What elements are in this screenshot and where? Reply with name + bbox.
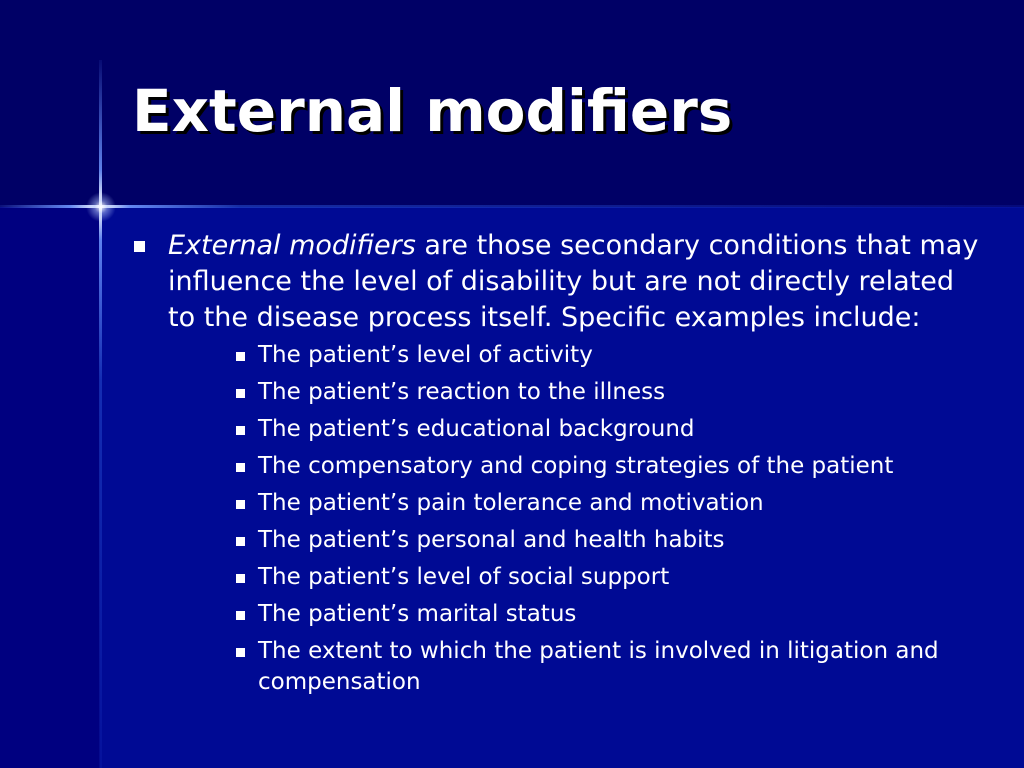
sub-bullet-text: The extent to which the patient is involved in litigation and compensation (258, 638, 939, 695)
sub-bullet-item (232, 562, 982, 593)
square-bullet-icon (236, 574, 245, 583)
sub-bullet-text: The compensatory and coping strategies of the patient (258, 453, 894, 479)
sub-bullet-item (232, 488, 982, 519)
square-bullet-icon (236, 463, 245, 472)
sub-bullet-list (132, 340, 982, 698)
square-bullet-icon (236, 537, 245, 546)
square-bullet-icon (236, 389, 245, 398)
sub-bullet-text: The patient’s pain tolerance and motivation (258, 490, 764, 516)
main-bullet-emphasis: External modifiers (168, 230, 416, 261)
main-bullet (132, 228, 982, 336)
square-bullet-icon (236, 352, 245, 361)
sub-bullet-item (232, 414, 982, 445)
sub-bullet-text: The patient’s reaction to the illness (258, 379, 666, 405)
square-bullet-icon (236, 500, 245, 509)
sub-bullet-item (232, 377, 982, 408)
left-band (0, 207, 100, 768)
sub-bullet-item (232, 451, 982, 482)
slide-body (132, 228, 982, 704)
sub-bullet-text: The patient’s level of activity (258, 342, 593, 368)
sub-bullet-text: The patient’s educational background (258, 416, 695, 442)
sub-bullet-item (232, 340, 982, 371)
horizontal-accent-line (0, 205, 1024, 208)
square-bullet-icon (236, 611, 245, 620)
sub-bullet-text: The patient’s level of social support (258, 564, 670, 590)
slide-title: External modifiers (132, 77, 733, 145)
sparkle-icon (86, 192, 116, 222)
sub-bullet-text: The patient’s personal and health habits (258, 527, 725, 553)
vertical-accent-line (99, 60, 102, 768)
square-bullet-icon (236, 648, 245, 657)
sub-bullet-item (232, 525, 982, 556)
sub-bullet-text: The patient’s marital status (258, 601, 577, 627)
square-bullet-icon (236, 426, 245, 435)
main-bullet-text: are those secondary conditions that may influence the level of disability but are not directly related to the disease process itself. Specific examples include: (168, 230, 979, 333)
sub-bullet-item (232, 636, 982, 698)
square-bullet-icon (134, 241, 145, 252)
sub-bullet-item (232, 599, 982, 630)
